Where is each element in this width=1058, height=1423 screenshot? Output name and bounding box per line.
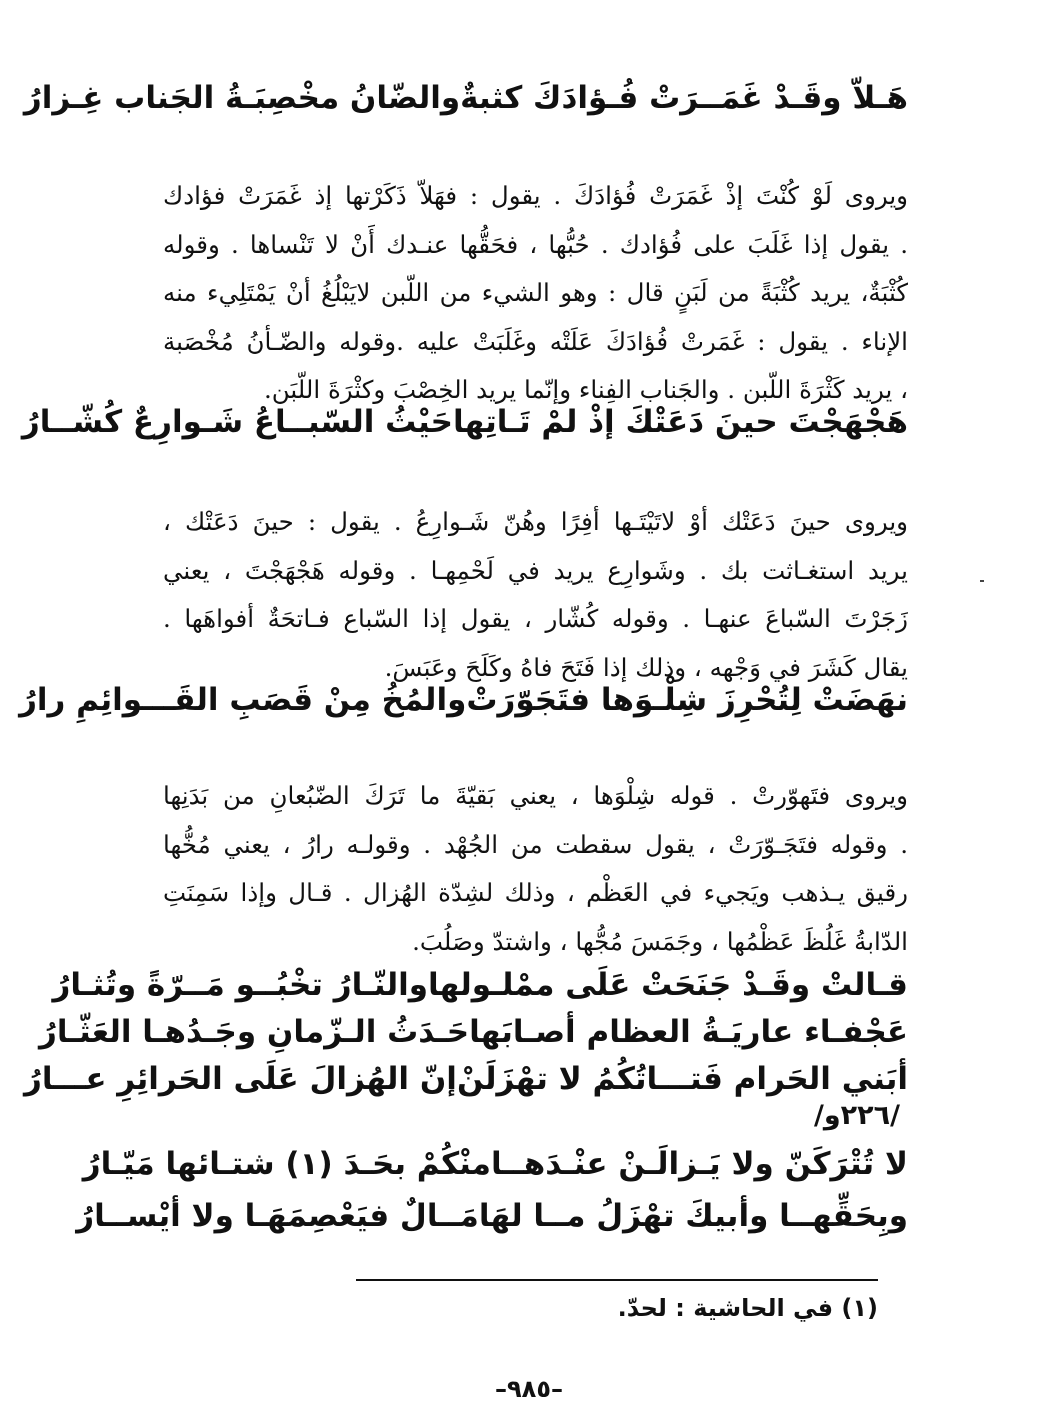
commentary-1-line: ويروى لَوْ كُنْتَ إذْ غَمَرَتْ فُؤادَكَ . يقول : فهَلاّ ذَكَرْتها إذ غَمَرَتْ فؤادك	[163, 181, 908, 210]
footnote-divider	[356, 1279, 878, 1281]
verse-5-second-hemistich: حَـدَثُ الـزّمانِ وجَـدُهـا العَثّـارُ	[38, 1014, 470, 1050]
commentary-1-line: الإناء . يقول : غَمَرتْ فُؤادَكَ عَلَتْه وغَلَبَتْ عليه .وقوله والضّـأنُ مُخْصَبة	[163, 326, 908, 356]
verse-1-first-hemistich: هَـلاّ وقَـدْ غَمَــرَتْ فُـؤادَكَ كثبةٌ	[460, 80, 908, 116]
verse-5-first-hemistich: عَجْفـاء عاريَـةُ العظام أصـابَها	[469, 1014, 908, 1050]
commentary-3-line: الدّابةُ غَلُظَ عَظْمُها ، وجَمَسَ مُجُّها ، واشتدّ وصَلُبَ.	[412, 926, 908, 956]
folio-marker: /٢٢٦و/	[814, 1100, 900, 1131]
verse-3-first-hemistich: نهَضَتْ لِتُحْرِزَ شِلْـوَها فتَجَوّرَتْ	[466, 682, 908, 718]
verse-7-second-hemistich: منْكُمْ بحَـدَ (١) شتـائها مَيّـارُ	[82, 1146, 491, 1182]
verse-couplet-1	[23, 78, 908, 118]
commentary-2-line: زَجَرْتَ السّباعَ عنهـا . وقوله كُشّار ، يقول إذا السّباع فـاتحَةٌ أفواهَها .	[163, 604, 908, 633]
verse-couplet-7	[82, 1144, 908, 1184]
verse-couplet-4	[52, 965, 908, 1005]
commentary-paragraph-3	[163, 772, 908, 966]
commentary-1-line: كُثْبَةٌ، يريد كُثْبَةً من لَبَنٍ قال : وهو الشيء من اللّبن لايَبْلُغُ أنْ يَمْتَلِيء منه	[163, 278, 908, 307]
verse-3-second-hemistich: والمُخُ مِنْ قَصَبِ القَـــوائِمِ رارُ	[19, 682, 467, 718]
commentary-3-line: ويروى فتَهوّرتْ . قوله شِلْوَها ، يعني بَقيّةَ ما تَرَكَ الضّبُعانِ من بَدَنِها	[163, 781, 908, 810]
page-number: –٩٨٥–	[495, 1375, 563, 1403]
verse-couplet-2	[21, 402, 908, 442]
commentary-paragraph-2	[163, 498, 908, 692]
commentary-1-line: ، يريد كَثْرَةَ اللّبن . والجَناب الفِناء وإنّما يريد الخِصْبَ وكثْرَةَ اللّبَن.	[263, 375, 908, 404]
verse-4-second-hemistich: والنّـارُ تخْبُــو مَــرّةً وتُثـارُ	[52, 967, 428, 1003]
verse-8-second-hemistich: مَــالٌ فيَعْصِمَهَـا ولا أيْســارُ	[76, 1198, 479, 1234]
verse-4-first-hemistich: قـالتْ وقَـدْ جَنَحَتْ عَلَى ممْلـولها	[428, 967, 908, 1003]
commentary-paragraph-1	[163, 172, 908, 415]
commentary-2-line: يريد استغـاثت بك . وشَوارِع يريد في لَحْمِهـا . وقوله هَجْهَجْتَ ، يعني	[163, 555, 908, 585]
footnote: (١) في الحاشية : لحدّ.	[617, 1294, 878, 1322]
verse-couplet-5	[38, 1012, 908, 1052]
verse-7-first-hemistich: لا تُتْرَكَنّ ولا يَـزالَـنْ عنْـدَهــا	[490, 1146, 908, 1182]
verse-couplet-8	[76, 1196, 908, 1236]
verse-2-second-hemistich: حَيْثُ السّبــاعُ شَـوارِعٌ كُشّــارُ	[21, 404, 453, 440]
commentary-1-line: . يقول إذا غَلَبَ على فُؤادك . حُبُّها ، فحَقُّها عنـدك أَنْ لا تَنْساها . وقوله	[163, 229, 908, 259]
commentary-2-line: ويروى حينَ دَعَتْك أوْ لاتَيْتَـها أفِرًا وهُنّ شَـوارِعُ . يقول : حينَ دَعَتْك ،	[163, 507, 908, 536]
commentary-2-line: يقال كَشَرَ في وَجْهه ، وذلك إذا فَتَحَ فاهُ وكَلَحَ وعَبَسَ.	[384, 652, 908, 682]
verse-6-first-hemistich: أبَني الحَرام فَتـــاتُكُمُ لا تهْزَلَنْ	[456, 1061, 908, 1097]
commentary-3-line: . وقوله فتَجَـوّرَتْ ، يقول سقطت من الجُهْد . وقولـه رارُ ، يعني مُخُّها	[163, 829, 908, 859]
scan-speck	[980, 580, 984, 582]
verse-couplet-6	[24, 1059, 908, 1099]
verse-2-first-hemistich: هَجْهَجْتَ حينَ دَعَتْكَ إذْ لمْ تَـاتِها	[452, 404, 908, 440]
verse-couplet-3	[19, 680, 908, 720]
commentary-3-line: رقيق يـذهب ويَجيء في العَظْم ، وذلك لشِدّة الهُزال . قـال وإذا سَمِنَتِ	[163, 878, 908, 907]
verse-6-second-hemistich: إنّ الهُزالَ عَلَى الحَرائِرِ عـــارُ	[24, 1061, 457, 1097]
verse-8-first-hemistich: وبِحَقِّهــا وأبيكَ تهْزَلُ مــا لهَا	[478, 1198, 908, 1234]
verse-1-second-hemistich: والضّانُ مخْصِبَـةُ الجَناب غِـزارُ	[23, 80, 461, 116]
